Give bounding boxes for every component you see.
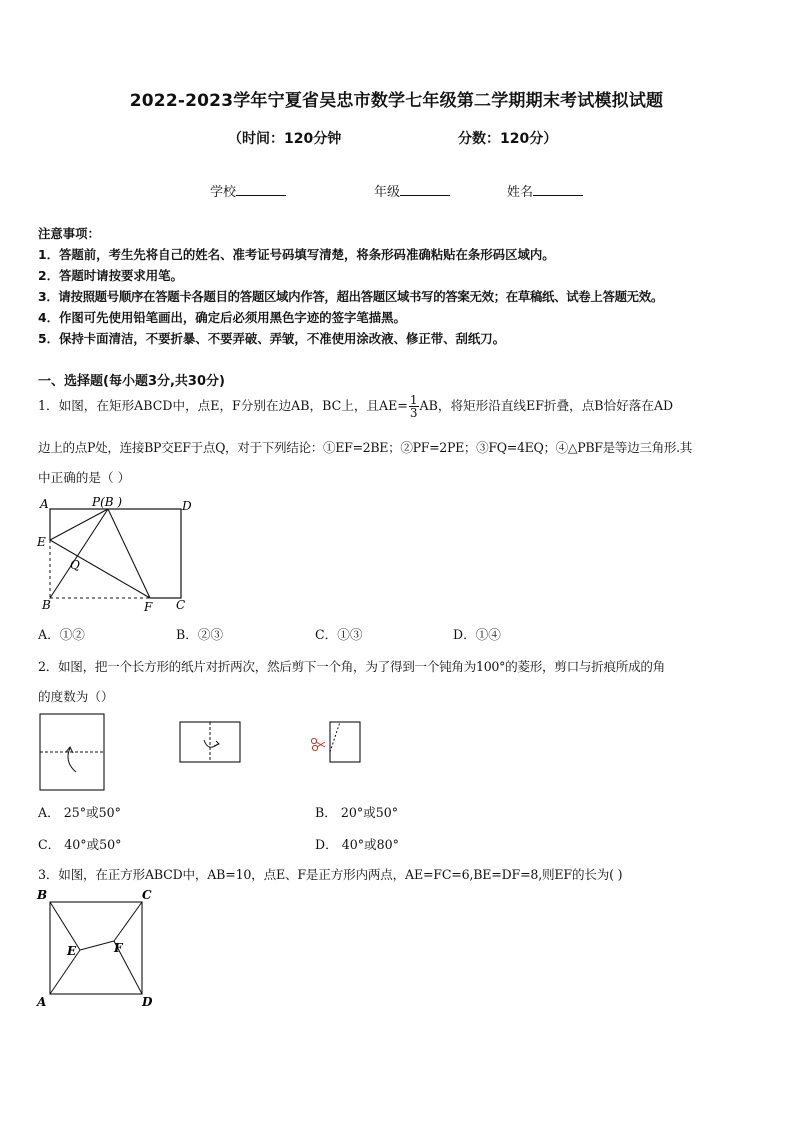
grade-label: 年级 [374,185,401,200]
q1-line3: 中正确的是（ ） [38,470,131,485]
q3-line1: 3．如图，在正方形ABCD中，AB=10，点E、F是正方形内两点，AE=FC=6,BE=DF=8,则EF的长为( ) [38,867,623,882]
school-label: 学校 [210,185,237,200]
label-d: D [182,499,192,513]
label-q: Q [70,558,80,572]
rectangle-abcd [50,509,181,598]
label-p: P(B ) [92,496,123,509]
exam-score: 分数：120分） [458,131,558,147]
label-b: B [37,888,48,902]
notice-item: 1．答题前，考生先将自己的姓名、准考证号码填写清楚，将条形码准确粘贴在条形码区域内。 [38,247,555,262]
q1-option-a[interactable]: A．①② [38,627,85,642]
q2-option-c[interactable]: C． 40°或50° [38,837,122,852]
fold-step-3 [311,722,360,762]
segment-bp [50,509,108,598]
fraction [409,394,419,419]
fraction-denominator: 3 [409,406,418,420]
label-b: B [42,598,51,612]
section-heading: 一、选择题(每小题3分,共30分) [38,374,225,389]
q1-option-d[interactable]: D．①④ [453,627,501,642]
grade-blank[interactable] [400,183,450,196]
q2-line1: 2．如图，把一个长方形的纸片对折两次，然后剪下一个角，为了得到一个钝角为100°的菱形，剪口与折痕所成的角 [38,659,665,674]
segment-ef [50,540,150,598]
segment-ep [50,509,108,540]
q2-option-a[interactable]: A． 25°或50° [38,805,121,820]
scissors-icon [311,738,325,750]
label-e: E [37,535,46,549]
fold-step-1 [40,714,104,790]
q2-line2: 的度数为（） [38,689,114,704]
q1-line2: 边上的点P处，连接BP交EF于点Q，对于下列结论：①EF=2BE；②PF=2PE；③FQ=4EQ；④△PBF是等边三角形.其 [38,440,693,455]
segment-ef [80,941,114,950]
label-c: C [142,888,152,902]
name-field[interactable] [507,181,583,200]
segment-be [50,902,80,950]
q2-option-b[interactable]: B． 20°或50° [315,805,399,820]
fold-step-2 [180,722,240,762]
q1-line1 [38,394,673,419]
label-a: A [40,497,49,511]
exam-time: （时间：120分钟 [228,131,342,147]
notice-item: 5．保持卡面清洁，不要折暴、不要弄破、弄皱，不准使用涂改液、修正带、刮纸刀。 [38,331,506,346]
notice-heading: 注意事项： [38,226,100,241]
label-d: D [142,995,153,1009]
fraction-numerator: 1 [409,393,418,407]
name-blank[interactable] [533,183,583,196]
name-label: 姓名 [507,185,534,200]
q1-text-b: AB，将矩形沿直线EF折叠，点B恰好落在AD [419,398,674,413]
label-f: F [114,941,123,955]
school-field[interactable] [210,181,286,200]
exam-title: 2022-2023学年宁夏省吴忠市数学七年级第二学期期末考试模拟试题 [129,91,664,111]
notice-item: 3．请按照题号顺序在答题卡各题目的答题区域内作答，超出答题区域书写的答案无效；在草稿纸、试卷上答题无效。 [38,289,663,304]
q3-figure [34,886,160,1012]
label-c: C [176,598,186,612]
label-a: A [37,995,47,1009]
q2-option-d[interactable]: D． 40°或80° [315,837,399,852]
q2-figure [36,710,376,796]
q1-option-b[interactable]: B．②③ [176,627,224,642]
notice-item: 4．作图可先使用铅笔画出，确定后必须用黑色字迹的签字笔描黑。 [38,310,406,325]
square-abcd [50,902,142,994]
q1-text-a: 1．如图，在矩形ABCD中，点E，F分别在边AB，BC上，且AE= [38,398,408,413]
q1-option-c[interactable]: C．①③ [315,627,363,642]
label-f: F [144,600,153,614]
q1-figure [34,496,204,614]
segment-fc [114,902,142,941]
grade-field[interactable] [374,181,450,200]
school-blank[interactable] [236,183,286,196]
segment-pf [108,509,150,598]
notice-item: 2．答题时请按要求用笔。 [38,268,183,283]
label-e: E [67,944,77,958]
